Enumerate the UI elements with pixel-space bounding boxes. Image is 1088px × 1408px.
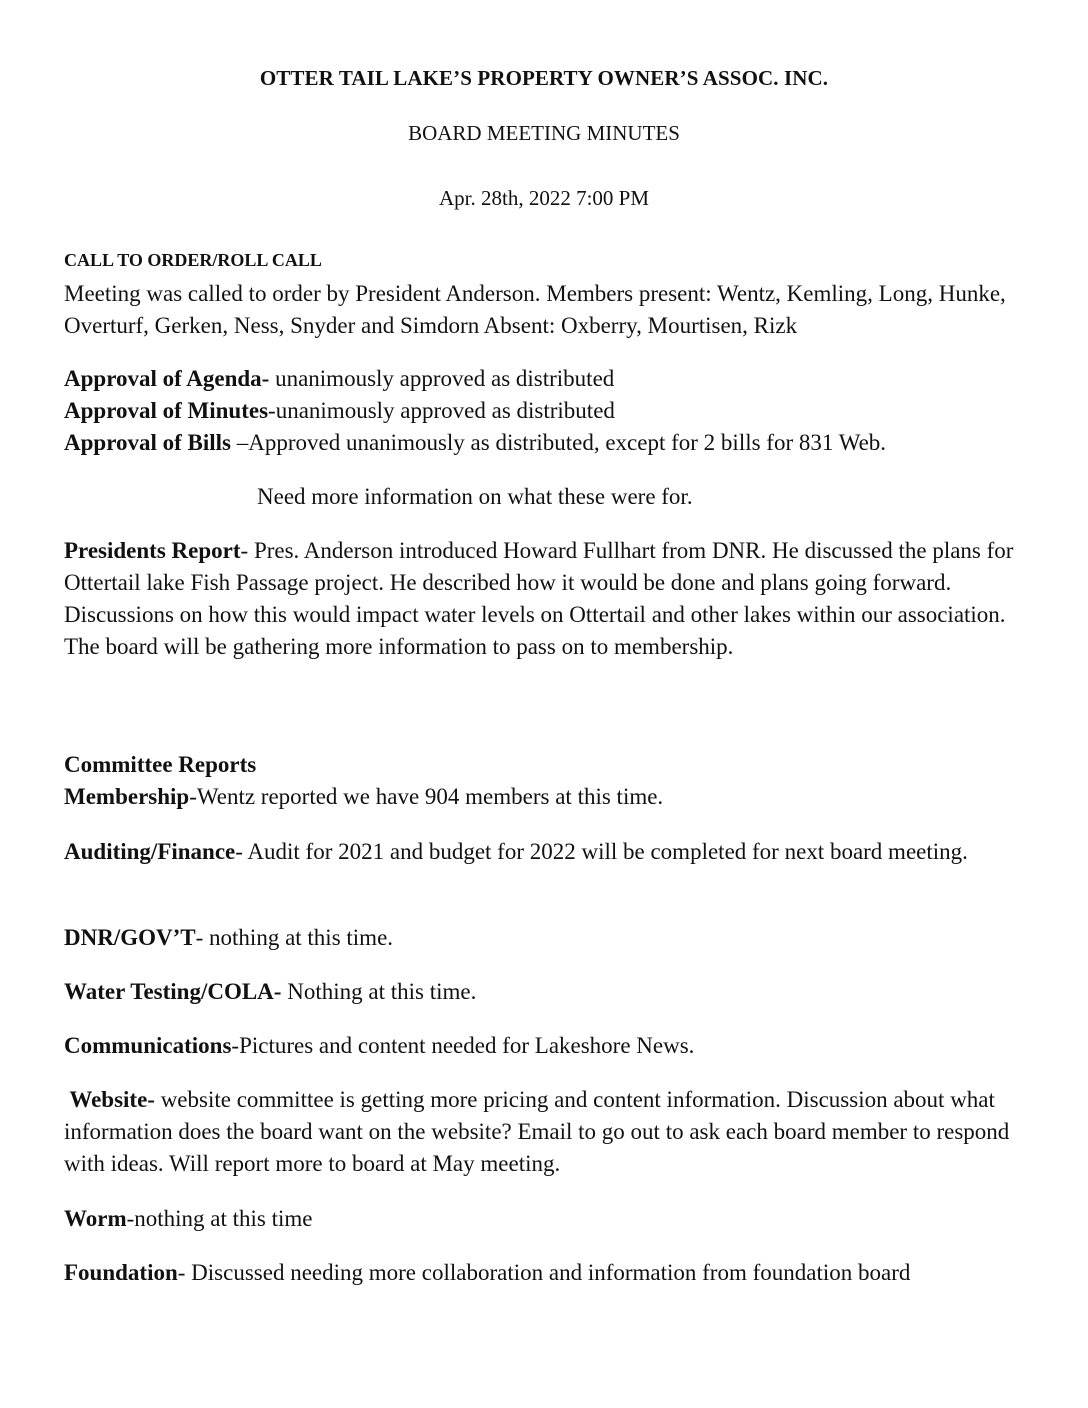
- committee-auditing-finance: [64, 836, 1034, 868]
- presidents-report-text: - Pres. Anderson introduced Howard Fullhart from DNR. He discussed the plans for Ottertail lake Fish Passage project. He described how it would be done and plans going forward. Discussions on how this would impact water levels on Ottertail and other lakes within our association. The board will be gathering more information to pass on to membership.: [64, 538, 1014, 659]
- committee-reports-heading: Committee Reports: [64, 752, 257, 777]
- committee-website: [64, 1084, 1039, 1180]
- committee-text: Nothing at this time.: [281, 979, 477, 1004]
- document-title: OTTER TAIL LAKE’S PROPERTY OWNER’S ASSOC. INC.: [259, 66, 829, 90]
- approval-agenda: [64, 363, 1034, 395]
- approvals-section: [64, 363, 1034, 459]
- bills-note: Need more information on what these were for.: [257, 484, 693, 509]
- committee-label: Website-: [64, 1087, 155, 1112]
- document-subtitle: BOARD MEETING MINUTES: [408, 121, 680, 145]
- committee-text: - Audit for 2021 and budget for 2022 will be completed for next board meeting.: [235, 839, 968, 864]
- committee-label: Worm: [64, 1206, 127, 1231]
- committee-membership: [64, 781, 1034, 813]
- committee-label: DNR/GOV’T: [64, 925, 196, 950]
- committee-text: website committee is getting more pricing and content information. Discussion about what information does the board want on the website? Email to go out to ask each board member to respond with ideas. Will report more to board at May meeting.: [64, 1087, 1010, 1176]
- committee-worm: [64, 1203, 1034, 1235]
- committee-text: -nothing at this time: [126, 1206, 313, 1231]
- committee-text: -Wentz reported we have 904 members at this time.: [189, 784, 664, 809]
- presidents-report: [64, 535, 1034, 663]
- approval-text: -unanimously approved as distributed: [268, 398, 615, 423]
- approval-label: Approval of Bills: [64, 430, 231, 455]
- committee-label: Membership: [64, 784, 190, 809]
- committee-foundation: [64, 1257, 1034, 1289]
- approval-minutes: [64, 395, 1034, 427]
- approval-label: Approval of Agenda-: [64, 366, 270, 391]
- committee-label: Communications: [64, 1033, 232, 1058]
- committee-text: -Pictures and content needed for Lakeshore News.: [231, 1033, 695, 1058]
- meeting-date: Apr. 28th, 2022 7:00 PM: [438, 186, 650, 210]
- approval-label: Approval of Minutes: [64, 398, 269, 423]
- committee-text: - Discussed needing more collaboration and information from foundation board: [177, 1260, 911, 1285]
- call-to-order-text: Meeting was called to order by President Anderson. Members present: Wentz, Kemling, Long, Hunke, Overturf, Gerken, Ness, Snyder and Simdorn Absent: Oxberry, Mourtisen, Rizk: [64, 281, 1006, 338]
- committee-label: Foundation: [64, 1260, 178, 1285]
- committee-communications: [64, 1030, 1034, 1062]
- committee-label: Water Testing/COLA-: [64, 979, 282, 1004]
- approval-bills: [64, 427, 1034, 459]
- committee-label: Auditing/Finance: [64, 839, 236, 864]
- committee-dnr-govt: [64, 922, 1034, 954]
- committee-water-testing: [64, 976, 1034, 1008]
- presidents-report-label: Presidents Report: [64, 538, 241, 563]
- call-to-order-heading: CALL TO ORDER/ROLL CALL: [64, 250, 322, 270]
- approval-text: unanimously approved as distributed: [269, 366, 615, 391]
- approval-text: –Approved unanimously as distributed, except for 2 bills for 831 Web.: [231, 430, 887, 455]
- committee-text: - nothing at this time.: [195, 925, 394, 950]
